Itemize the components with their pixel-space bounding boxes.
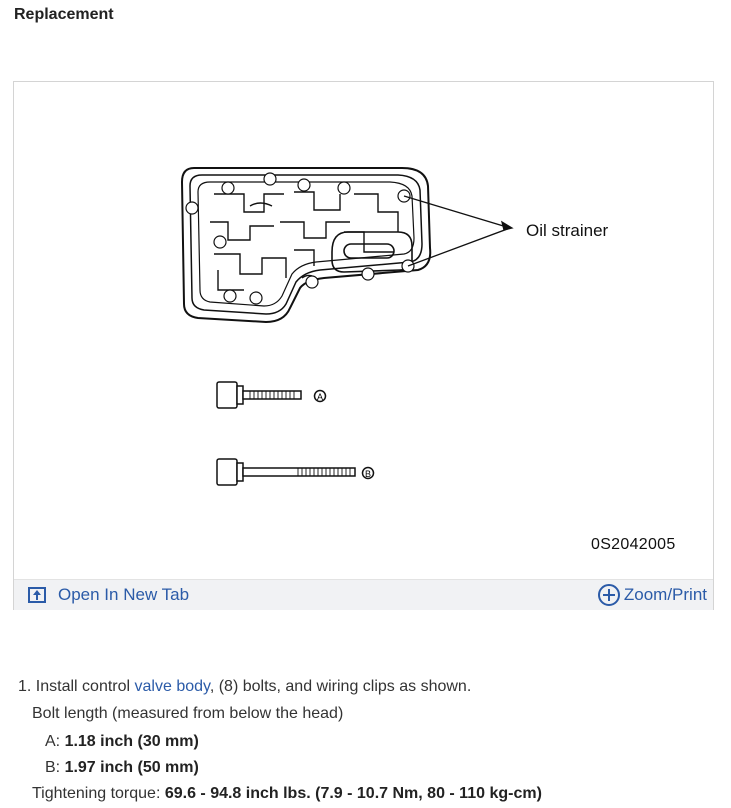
section-heading: Replacement (14, 6, 114, 23)
bolt-a-spec (45, 733, 199, 751)
bolt-length-label: Bolt length (measured from below the head) (32, 705, 344, 722)
figure-toolbar (14, 579, 713, 610)
valve-body-diagram (14, 82, 713, 579)
torque-spec (32, 785, 542, 803)
bolt-b-prefix: B: (45, 759, 65, 776)
zoom-print-label: Zoom/Print (623, 585, 707, 604)
figure-container (13, 81, 714, 610)
figure-id: 0S2042005 (591, 536, 676, 553)
bolt-b-spec (45, 759, 199, 777)
torque-label: Tightening torque: (32, 785, 165, 802)
step-text-before: Install control (35, 678, 135, 695)
bolt-a-marker: A (316, 392, 324, 402)
step-number: 1. (18, 678, 32, 695)
open-in-new-tab-label: Open In New Tab (58, 585, 190, 604)
bolt-b-drawing (217, 459, 374, 485)
bolt-a-prefix: A: (45, 733, 65, 750)
zoom-print-link[interactable] (597, 583, 707, 607)
valve-body-link[interactable]: valve body (134, 678, 210, 695)
oil-strainer-callout: Oil strainer (526, 221, 609, 240)
plus-circle-icon (597, 583, 621, 607)
bolt-a-drawing (217, 382, 326, 408)
open-in-new-tab-icon (28, 587, 46, 603)
step-text-after: , (8) bolts, and wiring clips as shown. (209, 678, 472, 695)
step-1 (18, 678, 471, 696)
bolt-b-marker: B (364, 469, 372, 479)
torque-value: 69.6 - 94.8 inch lbs. (7.9 - 10.7 Nm, 80 - 110 kg-cm) (164, 785, 542, 802)
bolt-b-value: 1.97 inch (50 mm) (64, 759, 199, 776)
open-in-new-tab-link[interactable] (28, 585, 189, 605)
bolt-a-value: 1.18 inch (30 mm) (64, 733, 199, 750)
